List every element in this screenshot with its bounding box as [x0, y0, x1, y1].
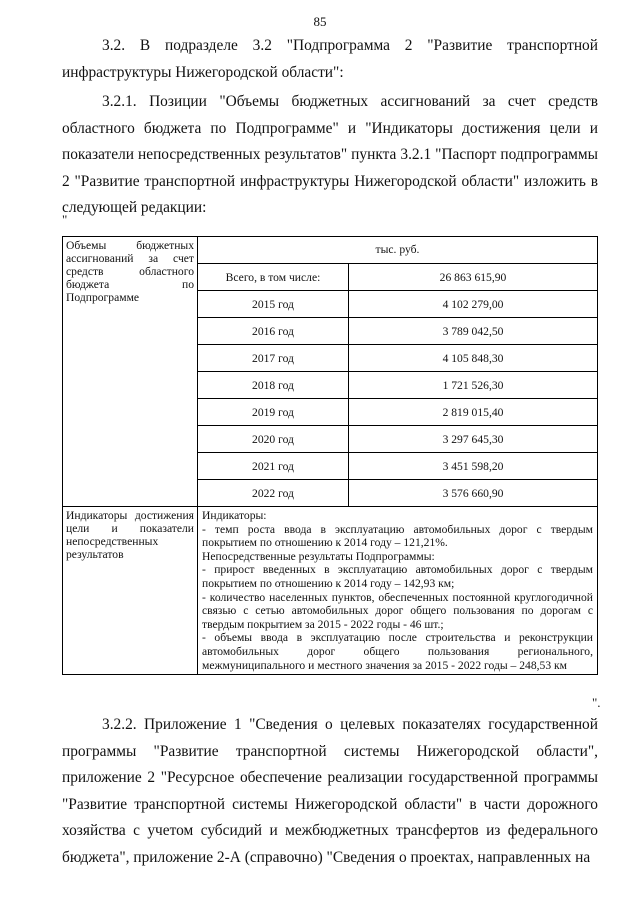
- period-cell: 2019 год: [198, 399, 349, 426]
- page-number: 85: [313, 14, 327, 29]
- period-cell: Всего, в том числе:: [198, 264, 349, 291]
- indicators-heading: Индикаторы:: [202, 509, 267, 522]
- unit-header: тыс. руб.: [198, 237, 598, 264]
- results-heading: Непосредственные результаты Подпрограммы:: [202, 549, 435, 563]
- table-row: [63, 237, 598, 264]
- amount-cell: 4 102 279,00: [349, 291, 598, 318]
- period-cell: 2016 год: [198, 318, 349, 345]
- amount-cell: 3 451 598,20: [349, 453, 598, 480]
- amount-cell: 3 576 660,90: [349, 480, 598, 507]
- amount-cell: 4 105 848,30: [349, 345, 598, 372]
- passport-table: [62, 236, 598, 675]
- outro-paragraph-3-2-2: [62, 712, 598, 871]
- indicators-label-cell: Индикаторы достижения цели и показатели непосредственных результатов: [63, 507, 198, 675]
- intro-line-1: 3.2. В подразделе 3.2 "Подпрограмма 2 "Развитие транспортной инфраструктуры Нижегородской области":: [62, 37, 598, 81]
- amount-cell: 2 819 015,40: [349, 399, 598, 426]
- indicator-item: - темп роста ввода в эксплуатацию автомобильных дорог с твердым покрытием по отношению к 2014 году – 121,21%.: [202, 522, 593, 550]
- amount-cell: 3 297 645,30: [349, 426, 598, 453]
- period-cell: 2022 год: [198, 480, 349, 507]
- period-cell: 2020 год: [198, 426, 349, 453]
- amount-cell: 26 863 615,90: [349, 264, 598, 291]
- intro-paragraph-3-2-1: [62, 89, 598, 222]
- period-cell: 2018 год: [198, 372, 349, 399]
- intro-line-2: 3.2.1. Позиции "Объемы бюджетных ассигнований за счет средств областного бюджета по Подпрограмме" и "Индикаторы достижения цели и показатели непосредственных результатов" пункта 3.2.1 "Паспорт подпрограммы 2 "Развитие транспортной инфраструктуры Нижегородской области" изложить в следующей редакции:: [62, 93, 598, 216]
- intro-paragraph-3-2: [62, 33, 598, 86]
- open-quote: ": [62, 212, 68, 227]
- amount-cell: 1 721 526,30: [349, 372, 598, 399]
- result-item: - прирост введенных в эксплуатацию автомобильных дорог с твердым покрытием по отношению к 2014 году – 142,93 км;: [202, 563, 593, 590]
- outro-text: 3.2.2. Приложение 1 "Сведения о целевых показателях государственной программы "Развитие транспортной системы Нижегородской области", приложение 2 "Ресурсное обеспечение реализации государственной программы "Развитие транспортной системы Нижегородской области" в части дорожного хозяйства с учетом субсидий и межбюджетных трансфертов из федерального бюджета", приложение 2-А (справочно) "Сведения о проектах, направленных на: [62, 716, 598, 866]
- result-item: - количество населенных пунктов, обеспеченных постоянной круглогодичной связью с сетью автомобильных дорог общего пользования по дорогам с твердым покрытием за 2015 - 2022 годы - 46 шт.;: [202, 590, 593, 631]
- result-item: - объемы ввода в эксплуатацию после строительства и реконструкции автомобильных дорог общего пользования регионального, межмуниципального и местного значения за 2015 - 2022 годы – 248,53 км: [202, 631, 593, 672]
- period-cell: 2015 год: [198, 291, 349, 318]
- amount-cell: 3 789 042,50: [349, 318, 598, 345]
- period-cell: 2021 год: [198, 453, 349, 480]
- table-row: [63, 507, 598, 675]
- indicators-cell: [198, 507, 598, 675]
- budget-label-cell: Объемы бюджетных ассигнований за счет средств областного бюджета по Подпрограмме: [63, 237, 198, 507]
- period-cell: 2017 год: [198, 345, 349, 372]
- close-quote: ".: [592, 695, 601, 710]
